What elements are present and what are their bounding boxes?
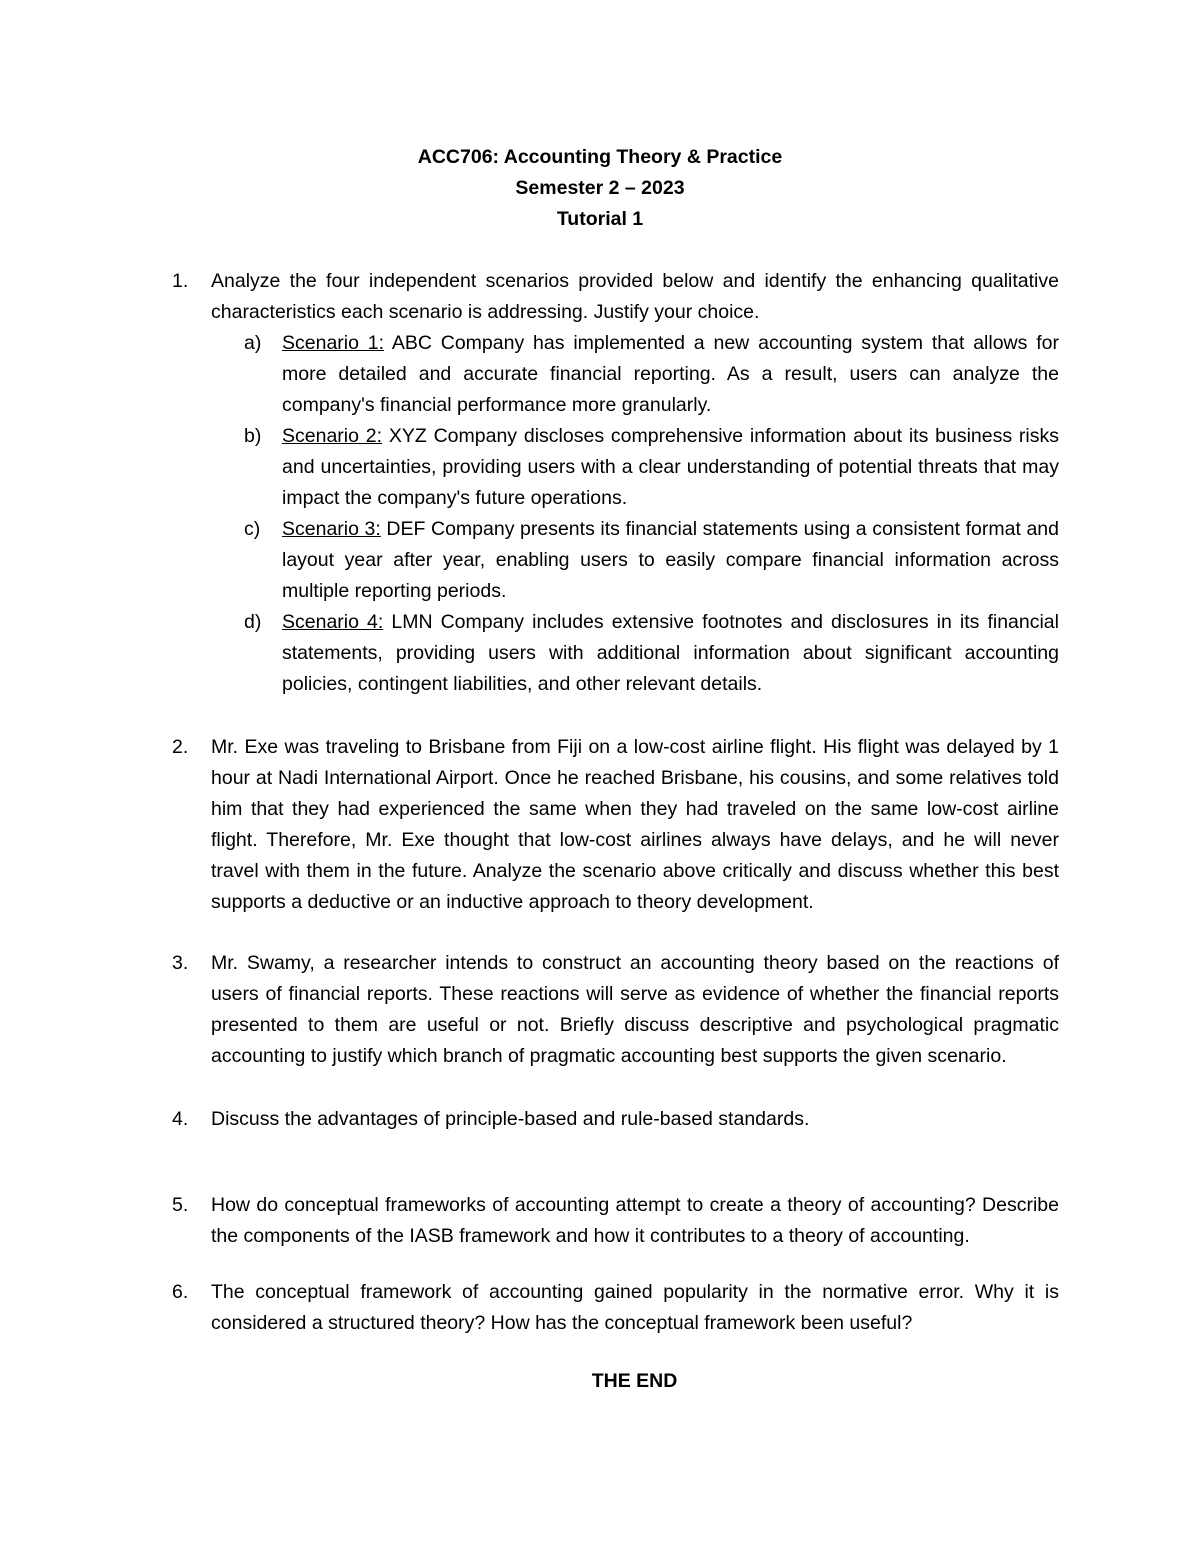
course-title: ACC706: Accounting Theory & Practice: [417, 146, 783, 168]
scenario-item-c: [244, 514, 1059, 607]
question-number: 1.: [172, 270, 189, 292]
question-number: 5.: [172, 1194, 189, 1216]
question-number: 4.: [172, 1108, 189, 1130]
question-text: Analyze the four independent scenarios provided below and identify the enhancing qualitative characteristics each scenario is addressing. Justify your choice.: [211, 270, 1059, 323]
question-text: Mr. Exe was traveling to Brisbane from Fiji on a low-cost airline flight. His flight was delayed by 1 hour at Nadi International Airport. Once he reached Brisbane, his cousins, and some relatives told him that they had experienced the same when they had traveled on the same low-cost airline flight. Therefore, Mr. Exe thought that low-cost airlines always have delays, and he will never travel with them in the future. Analyze the scenario above critically and discuss whether this best supports a deductive or an inductive approach to theory development.: [211, 736, 1059, 913]
scenario-text: ABC Company has implemented a new accounting system that allows for more detailed and accurate financial reporting. As a result, users can analyze the company's financial performance more granularly.: [282, 332, 1059, 416]
question-text: How do conceptual frameworks of accounting attempt to create a theory of accounting? Describe the components of the IASB framework and how it contributes to a theory of accounting.: [211, 1194, 1059, 1247]
scenario-label: Scenario 3:: [282, 518, 381, 540]
question-2: [172, 732, 1059, 918]
scenario-label: Scenario 1:: [282, 332, 385, 354]
question-1: [172, 266, 1059, 700]
scenario-text: XYZ Company discloses comprehensive information about its business risks and uncertainties, providing users with a clear understanding of potential threats that may impact the company's future operations.: [282, 425, 1059, 509]
question-number: 2.: [172, 736, 189, 758]
tutorial-title: Tutorial 1: [556, 208, 644, 230]
scenario-letter: d): [244, 611, 262, 633]
scenario-item-d: [244, 607, 1059, 700]
question-text: Mr. Swamy, a researcher intends to construct an accounting theory based on the reactions of users of financial reports. These reactions will serve as evidence of whether the financial reports presented to them are useful or not. Briefly discuss descriptive and psychological pragmatic accounting to justify which branch of pragmatic accounting best supports the given scenario.: [211, 952, 1059, 1067]
question-4: [172, 1104, 1059, 1135]
question-number: 3.: [172, 952, 189, 974]
question-text: The conceptual framework of accounting gained popularity in the normative error. Why it is considered a structured theory? How has the conceptual framework been useful?: [211, 1281, 1059, 1334]
scenario-letter: b): [244, 425, 262, 447]
scenario-item-b: [244, 421, 1059, 514]
scenario-text: LMN Company includes extensive footnotes and disclosures in its financial statements, providing users with additional information about significant accounting policies, contingent liabilities, and other relevant details.: [282, 611, 1059, 695]
scenario-letter: a): [244, 332, 262, 354]
scenario-label: Scenario 4:: [282, 611, 384, 633]
semester-label: Semester 2 – 2023: [515, 177, 685, 199]
document-header: [0, 142, 1200, 235]
question-text: Discuss the advantages of principle-based and rule-based standards.: [211, 1108, 810, 1130]
the-end-label: THE END: [591, 1370, 678, 1392]
scenario-label: Scenario 2:: [282, 425, 383, 447]
scenario-item-a: [244, 328, 1059, 421]
question-6: [172, 1277, 1059, 1339]
scenario-letter: c): [244, 518, 261, 540]
question-5: [172, 1190, 1059, 1252]
scenario-text: DEF Company presents its financial statements using a consistent format and layout year after year, enabling users to easily compare financial information across multiple reporting periods.: [282, 518, 1059, 602]
question-3: [172, 948, 1059, 1072]
question-number: 6.: [172, 1281, 189, 1303]
